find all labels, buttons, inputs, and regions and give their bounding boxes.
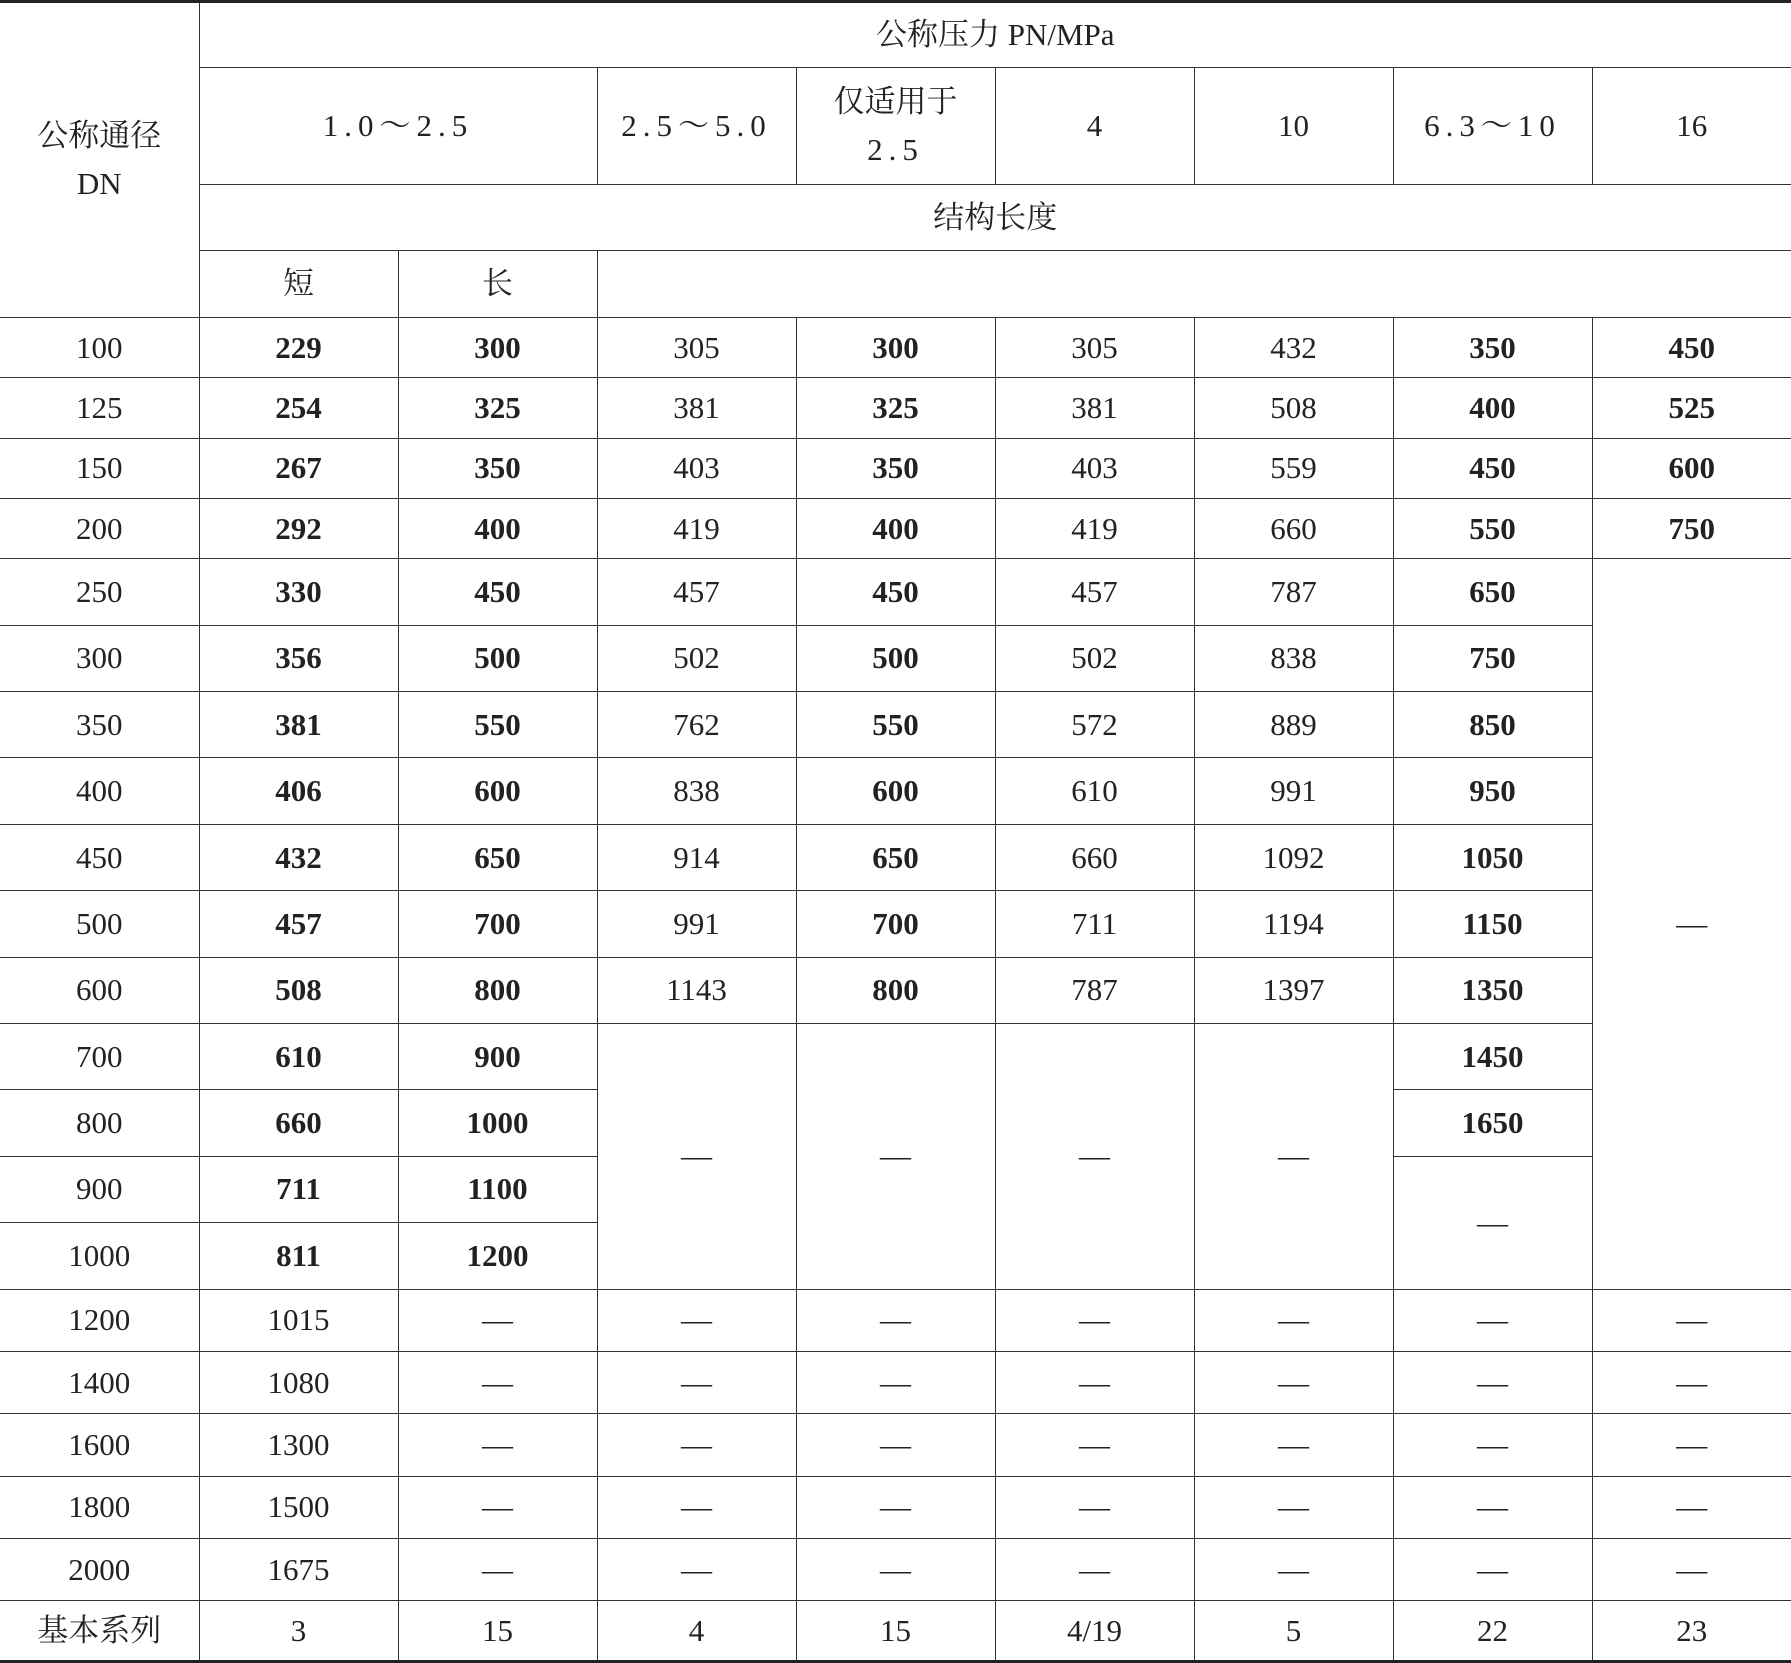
- table-row: [0, 1539, 1791, 1601]
- value-cell: 1397: [1194, 957, 1393, 1023]
- value-cell: 1200: [398, 1223, 597, 1289]
- dash-cell: —: [1194, 1024, 1393, 1290]
- dash-cell: —: [1393, 1539, 1592, 1601]
- value-cell: 660: [199, 1090, 398, 1156]
- table-row: [0, 1414, 1791, 1476]
- value-cell: 305: [597, 317, 796, 377]
- value-cell: 572: [995, 692, 1194, 758]
- header-row-pressure-title: [0, 2, 1791, 68]
- dash-cell: —: [796, 1351, 995, 1413]
- value-cell: 850: [1393, 692, 1592, 758]
- value-cell: 550: [398, 692, 597, 758]
- value-cell: 381: [995, 378, 1194, 438]
- value-cell: 325: [398, 378, 597, 438]
- basic-series-value: 4/19: [995, 1601, 1194, 1662]
- dash-cell: —: [398, 1289, 597, 1351]
- value-cell: 700: [796, 891, 995, 957]
- table-row: [0, 824, 1791, 890]
- value-cell: 400: [1393, 378, 1592, 438]
- value-cell: 838: [1194, 625, 1393, 691]
- basic-series-label: 基本系列: [0, 1601, 199, 1662]
- value-cell: 267: [199, 438, 398, 498]
- pressure-group-2: 2.5～5.0: [597, 68, 796, 185]
- basic-series-value: 4: [597, 1601, 796, 1662]
- empty-header-cell: [597, 251, 1791, 317]
- dash-cell: —: [796, 1539, 995, 1601]
- dn-cell: 350: [0, 692, 199, 758]
- value-cell: 1080: [199, 1351, 398, 1413]
- value-cell: 457: [597, 559, 796, 625]
- value-cell: 450: [796, 559, 995, 625]
- table-row: [0, 559, 1791, 625]
- pressure-group-3-line2: 2.5: [867, 132, 924, 168]
- dash-cell: —: [1592, 1414, 1791, 1476]
- value-cell: 610: [199, 1024, 398, 1090]
- dash-cell: —: [995, 1351, 1194, 1413]
- dash-cell: —: [1592, 1351, 1791, 1413]
- value-cell: 432: [1194, 317, 1393, 377]
- dn-cell: 450: [0, 824, 199, 890]
- dn-cell: 200: [0, 498, 199, 558]
- value-cell: 750: [1592, 498, 1791, 558]
- dash-cell: —: [1592, 1539, 1791, 1601]
- value-cell: 356: [199, 625, 398, 691]
- long-label: 长: [398, 251, 597, 317]
- dash-cell: —: [597, 1414, 796, 1476]
- table-row: [0, 1476, 1791, 1538]
- dash-cell: —: [1393, 1476, 1592, 1538]
- value-cell: 403: [597, 438, 796, 498]
- value-cell: 762: [597, 692, 796, 758]
- dn-cell: 125: [0, 378, 199, 438]
- table-row: [0, 1024, 1791, 1090]
- basic-series-row: [0, 1601, 1791, 1662]
- dash-cell: —: [597, 1024, 796, 1290]
- table-row: [0, 317, 1791, 377]
- value-cell: 500: [796, 625, 995, 691]
- dash-cell: —: [1592, 1289, 1791, 1351]
- dn-cell: 500: [0, 891, 199, 957]
- value-cell: 419: [995, 498, 1194, 558]
- value-cell: 350: [1393, 317, 1592, 377]
- value-cell: 502: [995, 625, 1194, 691]
- value-cell: 889: [1194, 692, 1393, 758]
- value-cell: 330: [199, 559, 398, 625]
- value-cell: 502: [597, 625, 796, 691]
- table-row: [0, 758, 1791, 824]
- table-row: [0, 498, 1791, 558]
- value-cell: 500: [398, 625, 597, 691]
- dn-cell: 1600: [0, 1414, 199, 1476]
- pressure-group-3-line1: 仅适用于: [833, 84, 958, 120]
- value-cell: 325: [796, 378, 995, 438]
- value-cell: 1650: [1393, 1090, 1592, 1156]
- table-row: [0, 625, 1791, 691]
- value-cell: 400: [398, 498, 597, 558]
- pressure-title: 公称压力 PN/MPa: [199, 2, 1791, 68]
- dn-cell: 250: [0, 559, 199, 625]
- dash-cell: —: [597, 1476, 796, 1538]
- value-cell: 450: [1592, 317, 1791, 377]
- value-cell: 525: [1592, 378, 1791, 438]
- table-row: [0, 378, 1791, 438]
- value-cell: 229: [199, 317, 398, 377]
- dn-cell: 1800: [0, 1476, 199, 1538]
- basic-series-value: 23: [1592, 1601, 1791, 1662]
- dash-cell: —: [597, 1289, 796, 1351]
- pressure-group-7: 16: [1592, 68, 1791, 185]
- value-cell: 550: [1393, 498, 1592, 558]
- table-row: [0, 1351, 1791, 1413]
- value-cell: 457: [995, 559, 1194, 625]
- value-cell: 406: [199, 758, 398, 824]
- dash-cell: —: [398, 1351, 597, 1413]
- value-cell: 300: [796, 317, 995, 377]
- value-cell: 800: [398, 957, 597, 1023]
- dash-cell: —: [1393, 1414, 1592, 1476]
- header-row-short-long: [0, 251, 1791, 317]
- value-cell: 508: [1194, 378, 1393, 438]
- dash-cell: —: [1393, 1156, 1592, 1289]
- dash-cell: —: [796, 1476, 995, 1538]
- value-cell: 550: [796, 692, 995, 758]
- structure-length-label: 结构长度: [199, 185, 1791, 251]
- dn-cell: 1400: [0, 1351, 199, 1413]
- value-cell: 711: [199, 1156, 398, 1222]
- dash-cell: —: [1194, 1289, 1393, 1351]
- value-cell: 419: [597, 498, 796, 558]
- value-cell: 900: [398, 1024, 597, 1090]
- value-cell: 991: [597, 891, 796, 957]
- value-cell: 950: [1393, 758, 1592, 824]
- dash-cell: —: [995, 1024, 1194, 1290]
- dash-cell: —: [1194, 1351, 1393, 1413]
- value-cell: 787: [1194, 559, 1393, 625]
- dn-cell: 1000: [0, 1223, 199, 1289]
- value-cell: 1500: [199, 1476, 398, 1538]
- dash-cell: —: [796, 1289, 995, 1351]
- dash-cell: —: [398, 1414, 597, 1476]
- value-cell: 403: [995, 438, 1194, 498]
- value-cell: 1143: [597, 957, 796, 1023]
- dn-cell: 2000: [0, 1539, 199, 1601]
- value-cell: 254: [199, 378, 398, 438]
- table-row: [0, 692, 1791, 758]
- value-cell: 381: [199, 692, 398, 758]
- basic-series-value: 15: [796, 1601, 995, 1662]
- value-cell: 711: [995, 891, 1194, 957]
- dash-cell: —: [1393, 1351, 1592, 1413]
- value-cell: 350: [796, 438, 995, 498]
- short-label: 短: [199, 251, 398, 317]
- dash-cell: —: [1592, 1476, 1791, 1538]
- dash-cell: —: [995, 1414, 1194, 1476]
- dash-cell: —: [597, 1351, 796, 1413]
- value-cell: 991: [1194, 758, 1393, 824]
- dn-cell: 800: [0, 1090, 199, 1156]
- value-cell: 600: [1592, 438, 1791, 498]
- value-cell: 1000: [398, 1090, 597, 1156]
- dn-cell: 100: [0, 317, 199, 377]
- value-cell: 838: [597, 758, 796, 824]
- dn-cell: 400: [0, 758, 199, 824]
- table-row: [0, 438, 1791, 498]
- value-cell: 292: [199, 498, 398, 558]
- value-cell: 1150: [1393, 891, 1592, 957]
- value-cell: 650: [398, 824, 597, 890]
- dash-cell: —: [796, 1414, 995, 1476]
- value-cell: 508: [199, 957, 398, 1023]
- value-cell: 1300: [199, 1414, 398, 1476]
- value-cell: 660: [995, 824, 1194, 890]
- value-cell: 600: [398, 758, 597, 824]
- dash-cell: —: [1393, 1289, 1592, 1351]
- pressure-group-5: 10: [1194, 68, 1393, 185]
- dash-cell: —: [995, 1476, 1194, 1538]
- value-cell: 750: [1393, 625, 1592, 691]
- value-cell: 1675: [199, 1539, 398, 1601]
- table-row: [0, 957, 1791, 1023]
- table-row: [0, 1289, 1791, 1351]
- header-row-structure-length: [0, 185, 1791, 251]
- value-cell: 1015: [199, 1289, 398, 1351]
- basic-series-value: 22: [1393, 1601, 1592, 1662]
- dn-header-cell: [0, 2, 199, 318]
- dn-cell: 900: [0, 1156, 199, 1222]
- value-cell: 610: [995, 758, 1194, 824]
- dn-cell: 150: [0, 438, 199, 498]
- dash-cell: —: [796, 1024, 995, 1290]
- dash-cell: —: [398, 1539, 597, 1601]
- pressure-group-4: 4: [995, 68, 1194, 185]
- table-row: [0, 891, 1791, 957]
- header-row-pressure-groups: [0, 68, 1791, 185]
- value-cell: 660: [1194, 498, 1393, 558]
- basic-series-value: 3: [199, 1601, 398, 1662]
- dn-cell: 700: [0, 1024, 199, 1090]
- value-cell: 400: [796, 498, 995, 558]
- value-cell: 559: [1194, 438, 1393, 498]
- dash-cell: —: [597, 1539, 796, 1601]
- value-cell: 305: [995, 317, 1194, 377]
- dash-cell: —: [398, 1476, 597, 1538]
- value-cell: 1100: [398, 1156, 597, 1222]
- dn-cell: 600: [0, 957, 199, 1023]
- value-cell: 450: [1393, 438, 1592, 498]
- value-cell: 650: [796, 824, 995, 890]
- pressure-group-3: [796, 68, 995, 185]
- dn-cell: 1200: [0, 1289, 199, 1351]
- basic-series-value: 5: [1194, 1601, 1393, 1662]
- dash-cell: —: [995, 1539, 1194, 1601]
- dn-label-line2: DN: [76, 165, 122, 201]
- value-cell: 1050: [1393, 824, 1592, 890]
- dash-cell: —: [1194, 1476, 1393, 1538]
- value-cell: 700: [398, 891, 597, 957]
- pressure-group-6: 6.3～10: [1393, 68, 1592, 185]
- dn-cell: 300: [0, 625, 199, 691]
- pressure-group-1: 1.0～2.5: [199, 68, 597, 185]
- value-cell: 350: [398, 438, 597, 498]
- value-cell: 800: [796, 957, 995, 1023]
- dn-label-line1: 公称通径: [37, 117, 162, 153]
- dash-cell: —: [995, 1289, 1194, 1351]
- dash-cell: —: [1194, 1539, 1393, 1601]
- value-cell: 457: [199, 891, 398, 957]
- basic-series-value: 15: [398, 1601, 597, 1662]
- value-cell: 1092: [1194, 824, 1393, 890]
- value-cell: 650: [1393, 559, 1592, 625]
- dash-cell: —: [1194, 1414, 1393, 1476]
- value-cell: 450: [398, 559, 597, 625]
- value-cell: 1194: [1194, 891, 1393, 957]
- value-cell: 1450: [1393, 1024, 1592, 1090]
- value-cell: 914: [597, 824, 796, 890]
- value-cell: 381: [597, 378, 796, 438]
- value-cell: 600: [796, 758, 995, 824]
- value-cell: 787: [995, 957, 1194, 1023]
- dash-cell: —: [1592, 559, 1791, 1289]
- value-cell: 1350: [1393, 957, 1592, 1023]
- value-cell: 300: [398, 317, 597, 377]
- value-cell: 811: [199, 1223, 398, 1289]
- value-cell: 432: [199, 824, 398, 890]
